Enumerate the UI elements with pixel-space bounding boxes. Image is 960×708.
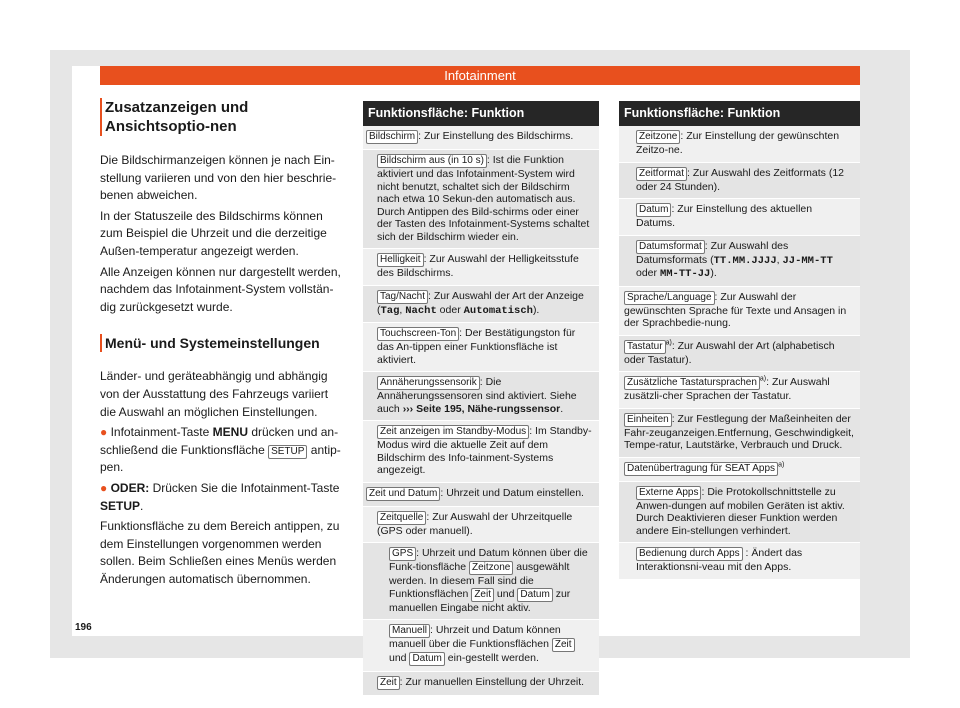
button-manuell[interactable]: Manuell [389,624,430,638]
footnote-marker: a) [778,461,785,468]
button-bildschirm[interactable]: Bildschirm [366,130,418,144]
button-datum[interactable]: Datum [636,203,671,217]
button-datenuebertragung-seat-apps[interactable]: Datenübertragung für SEAT Apps [624,462,778,476]
table-row: Externe Apps : Die Protokollschnittstelle zu Anwen-dungen auf mobilen Geräten ist aktiv. Durch Deaktivieren dieser Funktion werden andere Ein-stellungen verhindert. [619,482,860,544]
button-datumsformat[interactable]: Datumsformat [636,240,705,254]
function-table-2 [619,101,860,580]
button-datum[interactable]: Datum [517,588,552,602]
paragraph-1: Die Bildschirmanzeigen können je nach Ein-stellung variieren und von den hier beschrie-benen abweichen. [100,153,337,203]
table-row: Datumsformat : Zur Auswahl des Datumsformats (TT.MM.JJJJ, JJ-MM-TT oder MM-TT-JJ). [619,236,860,287]
table-row: Tag/Nacht : Zur Auswahl der Art der Anzeige (Tag, Nacht oder Automatisch). [363,286,599,324]
setup-key: SETUP [100,498,141,513]
button-zeit-und-datum[interactable]: Zeit und Datum [366,487,440,501]
table-row: Zeitzone : Zur Einstellung der gewünschten Zeitzo-ne. [619,126,860,163]
table-row: Bildschirm : Zur Einstellung des Bildschirms. [363,126,599,150]
heading-menu-settings: Menü- und Systemeinstellungen [100,334,345,352]
button-tastatur[interactable]: Tastatur [624,340,666,354]
button-annaeherungssensorik[interactable]: Annäherungssensorik [377,376,480,390]
button-zusaetzliche-tastatursprachen[interactable]: Zusätzliche Tastatursprachen [624,376,760,390]
left-column [100,98,345,591]
table-row: Zeit und Datum : Uhrzeit und Datum einstellen. [363,483,599,507]
table-row: Annäherungssensorik : Die Annäherungssensoren sind aktiviert. Siehe auch ››› Seite 195, Nähe-rungssensor. [363,372,599,421]
heading-additional-displays: Zusatzanzeigen und Ansichtsoptio-nen [100,98,345,136]
button-helligkeit[interactable]: Helligkeit [377,253,424,267]
button-gps[interactable]: GPS [389,547,416,561]
button-touchscreen-ton[interactable]: Touchscreen-Ton [377,327,459,341]
paragraph-2: In der Statuszeile des Bildschirms können zum Beispiel die Uhrzeit und die derzeitige Außen-temperatur angezeigt werden. [100,208,327,258]
table-row: Zeitquelle : Zur Auswahl der Uhrzeitquelle (GPS oder manuell). [363,507,599,544]
bullet-1: ● Infotainment-Taste MENU drücken und an-schließend die Funktionsfläche SETUP antip-pen. [100,425,341,475]
table-row: GPS : Uhrzeit und Datum können über die Funk-tionsfläche Zeitzone ausgewählt werden. In diesem Fall sind die Funktionsflächen Zeit und Datum zur manuellen Eingabe nicht aktiv. [363,543,599,620]
button-zeit[interactable]: Zeit [552,638,575,652]
button-bildschirm-aus[interactable]: Bildschirm aus (in 10 s) [377,154,487,168]
table-row: Datum : Zur Einstellung des aktuellen Datums. [619,199,860,236]
button-zeitzone[interactable]: Zeitzone [469,561,513,575]
function-table-1 [363,101,599,696]
button-einheiten[interactable]: Einheiten [624,413,672,427]
table-row: Tastatur $^{a)}$: Zur Auswahl der Art (alphabetisch oder Tastatur). [619,336,860,373]
table-row: Einheiten : Zur Festlegung der Maßeinheiten der Fahr-zeuganzeigen.Entfernung, Geschwindigkeit, Tempe-ratur, Lautstärke, Verbrauch und Druck. [619,409,860,458]
table-row: Zeit anzeigen im Standby-Modus : Im Standby-Modus wird die aktuelle Zeit auf dem Bildschirm des Info-tainment-Systems angezeigt. [363,421,599,483]
page-reference-link[interactable]: ››› Seite 195, Nähe-rungssensor [402,402,561,415]
paragraph-4: Länder- und geräteabhängig und abhängig von der Ausstattung des Fahrzeugs variiert die Auswahl an möglichen Einstellungen. [100,369,329,419]
button-externe-apps[interactable]: Externe Apps [636,486,701,500]
button-zeit-standby[interactable]: Zeit anzeigen im Standby-Modus [377,425,529,439]
button-sprache-language[interactable]: Sprache/Language [624,291,715,305]
footnote-marker: a) [759,375,767,383]
table-row: Bildschirm aus (in 10 s) : Ist die Funktion aktiviert und das Infotainment-System wird nicht benutzt, schaltet sich der Bildschirm nach etwa 10 Sekun-den automatisch aus. Durch Antippen des Bild-schirms oder einer der Tasten des Infotainment-Systems schaltet sich der Bildschirm wieder ein. [363,150,599,249]
table-row: Zeit : Zur manuellen Einstellung der Uhrzeit. [363,672,599,696]
button-datum[interactable]: Datum [409,652,444,666]
table-row: Touchscreen-Ton : Der Bestätigungston für das An-tippen einer Funktionsfläche ist aktiviert. [363,323,599,372]
table-row: Manuell : Uhrzeit und Datum können manuell über die Funktionsflächen Zeit und Datum ein-gestellt werden. [363,620,599,672]
table-row: Zusätzliche Tastatursprachen $^{a)}$: Zur Auswahl zusätzli-cher Sprachen der Tastatur. [619,372,860,409]
table-row [619,458,860,482]
button-zeitzone[interactable]: Zeitzone [636,130,680,144]
table-row: Sprache/Language : Zur Auswahl der gewünschten Sprache für Texte und Ansagen in der Sprachbedie-nung. [619,287,860,336]
setup-button[interactable]: SETUP [268,445,307,459]
menu-key: MENU [212,425,248,440]
button-zeit[interactable]: Zeit [377,676,400,690]
paragraph-3: Alle Anzeigen können nur dargestellt werden, nachdem das Infotainment-System vollstän-dig zurückgesetzt wurde. [100,264,341,314]
bullet-dot: ● [100,480,108,495]
bullet-2: ● ODER: Drücken Sie die Infotainment-Taste SETUP. [100,480,340,513]
button-bedienung-durch-apps[interactable]: Bedienung durch Apps [636,547,743,561]
button-zeit[interactable]: Zeit [471,588,494,602]
table-header: Funktionsfläche: Funktion [619,101,860,126]
table-row: Helligkeit : Zur Auswahl der Helligkeitsstufe des Bildschirms. [363,249,599,286]
table-row: Bedienung durch Apps : Ändert das Interaktionsni-veau mit den Apps. [619,543,860,580]
button-tag-nacht[interactable]: Tag/Nacht [377,290,428,304]
page-number: 196 [75,622,92,633]
button-zeitformat[interactable]: Zeitformat [636,167,687,181]
bullet-dot: ● [100,425,108,440]
button-zeitquelle[interactable]: Zeitquelle [377,511,426,525]
table-header: Funktionsfläche: Funktion [363,101,599,126]
footnote-marker: a) [665,339,672,346]
paragraph-5: Funktionsfläche zu dem Bereich antippen, zu dem Einstellungen vorgenommen werden sollen. Beim Schließen eines Menüs werden Änderungen automatisch übernommen. [100,519,340,586]
section-header: Infotainment [100,66,860,85]
table-row: Zeitformat : Zur Auswahl des Zeitformats (12 oder 24 Stunden). [619,163,860,200]
